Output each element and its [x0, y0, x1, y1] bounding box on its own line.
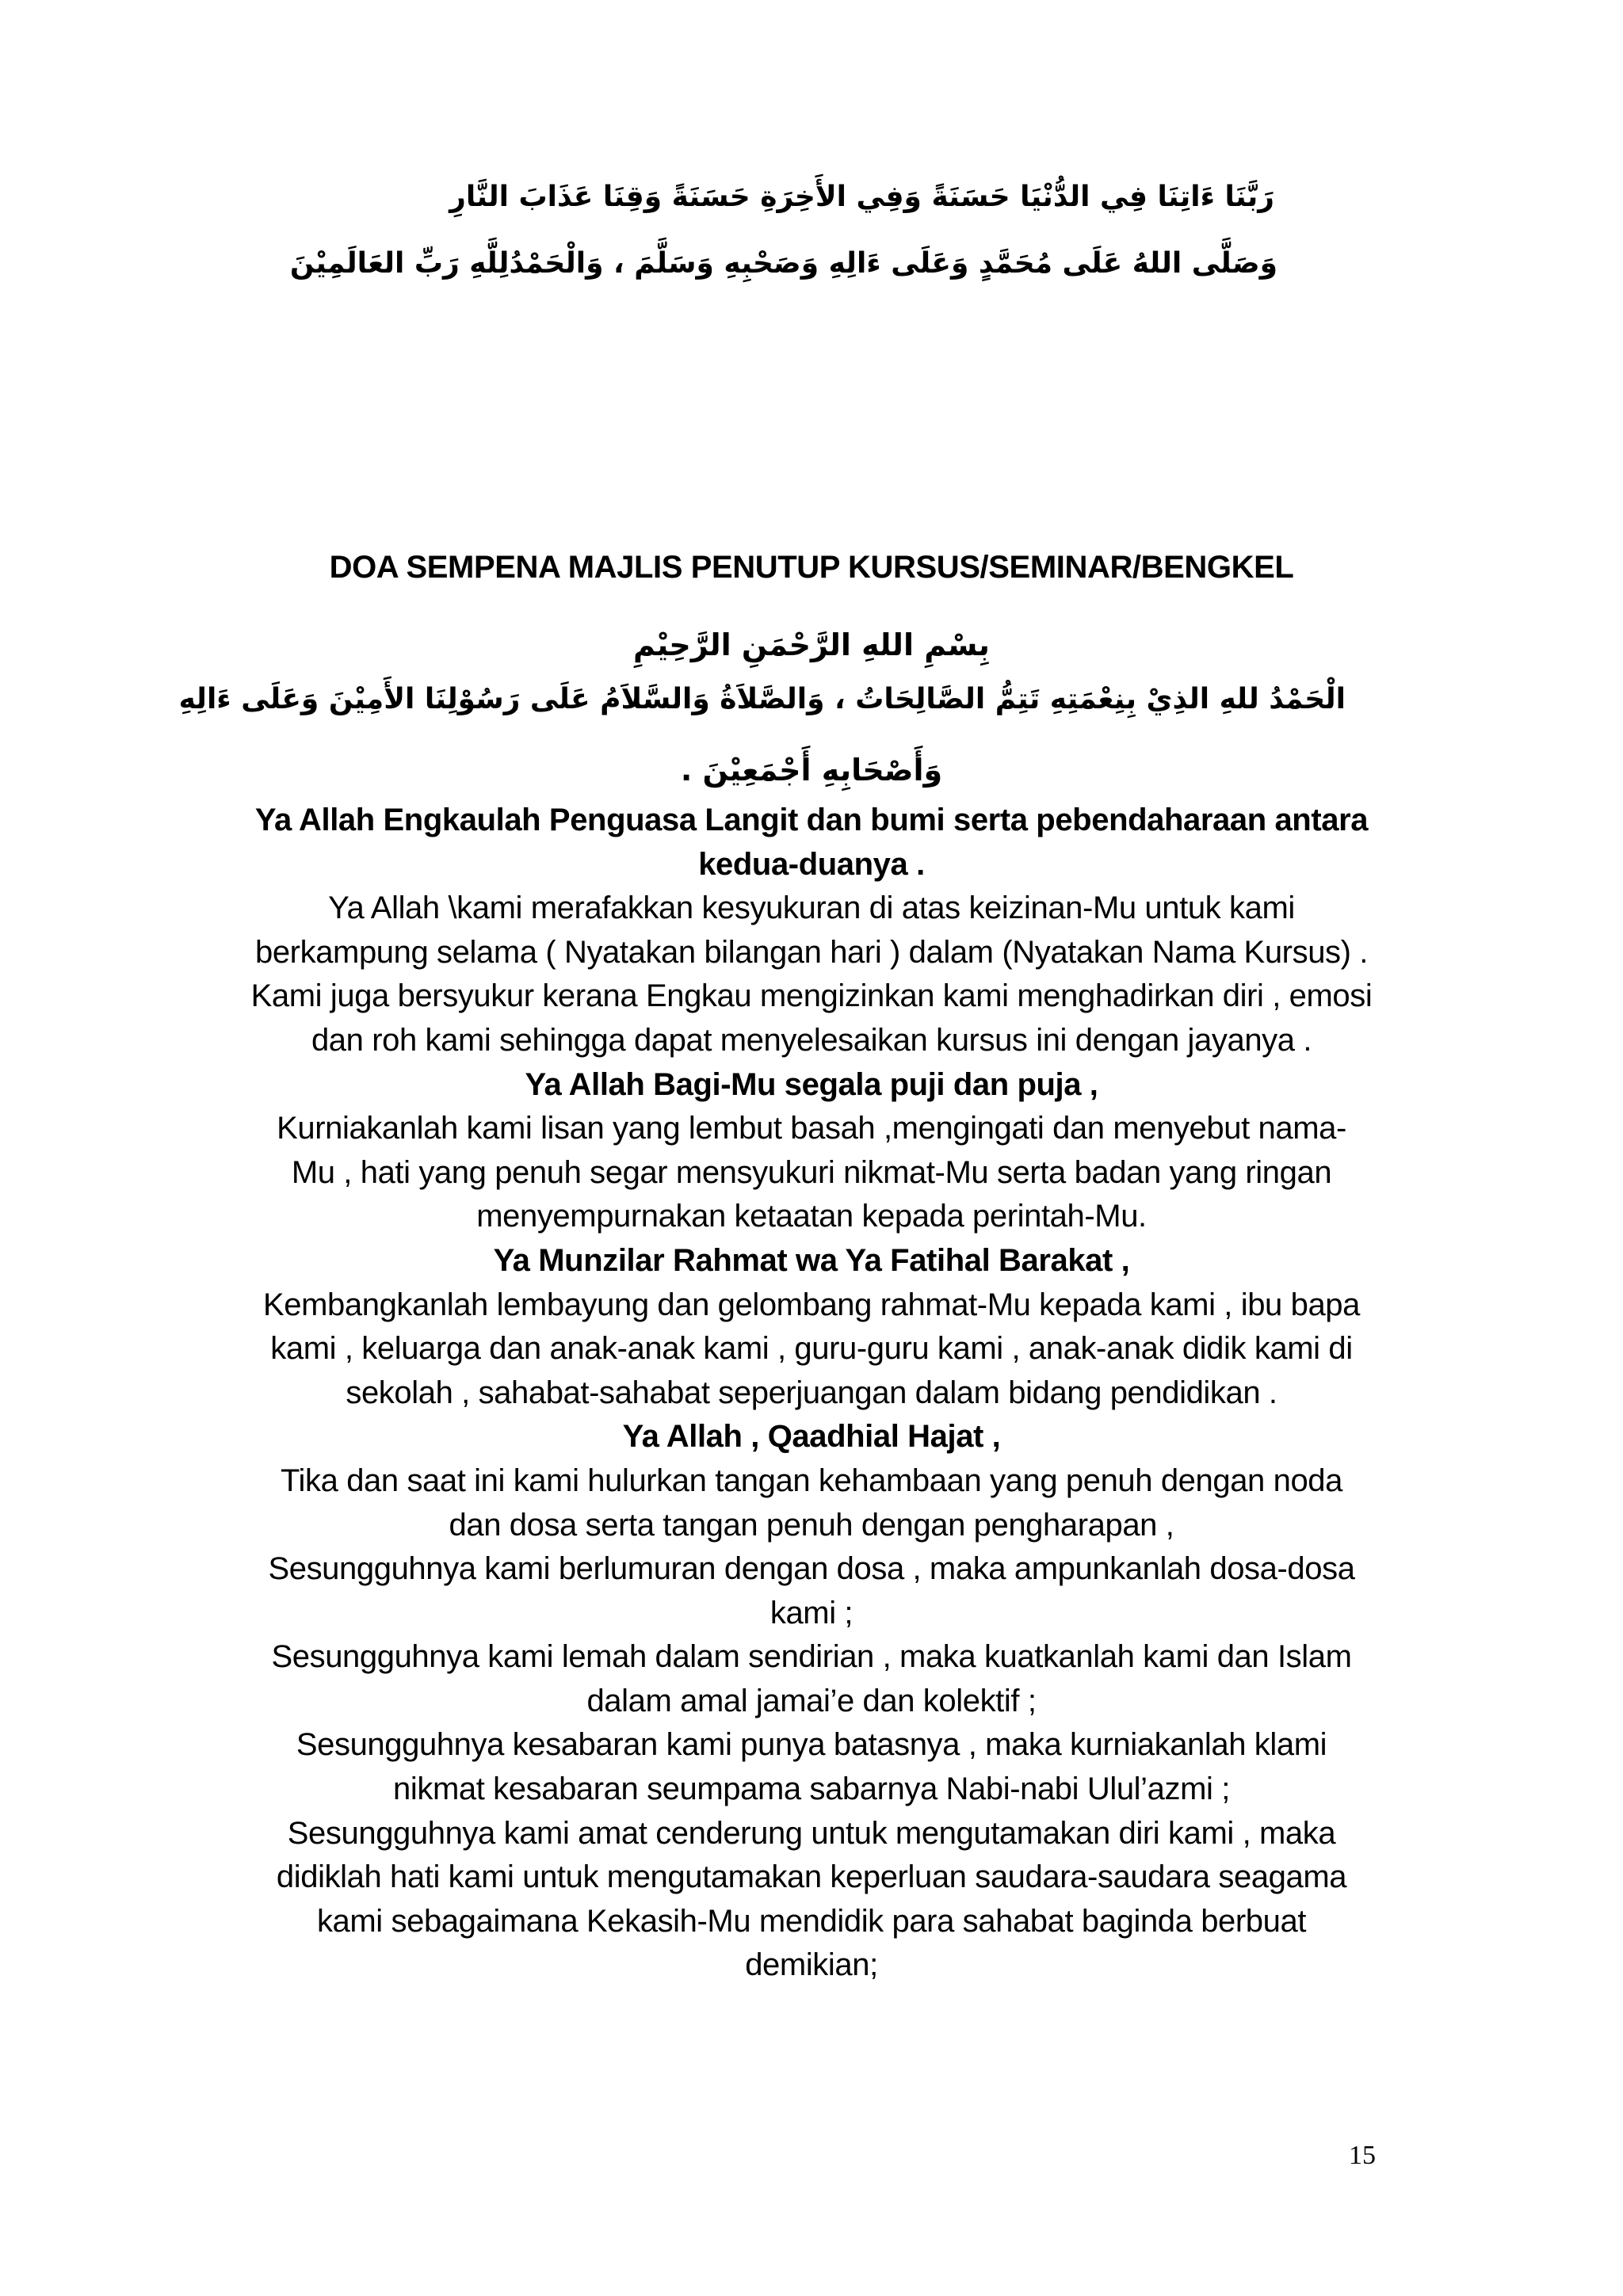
- prayer-line: Sesungguhnya kami lemah dalam sendirian , maka kuatkanlah kami dan Islam: [271, 1639, 1352, 1675]
- prayer-body: [230, 799, 1393, 1988]
- prayer-line: menyempurnakan ketaatan kepada perintah-Mu.: [476, 1199, 1147, 1234]
- prayer-line: Tika dan saat ini kami hulurkan tangan kehambaan yang penuh dengan noda: [281, 1463, 1342, 1498]
- prayer-line: Sesungguhnya kami amat cenderung untuk mengutamakan diri kami , maka: [287, 1815, 1336, 1851]
- prayer-line: berkampung selama ( Nyatakan bilangan hari ) dalam (Nyatakan Nama Kursus) .: [254, 934, 1368, 970]
- prayer-line: Kurniakanlah kami lisan yang lembut basah ,mengingati dan menyebut nama-: [277, 1111, 1346, 1146]
- closing-prayer-line-2: وَصَلَّى اللهُ عَلَى مُحَمَّدٍ وَعَلَى ءَالِهِ وَصَحْبِهِ وَسَلَّمَ ، وَالْحَمْدُلِلَّهِ رَبِّ العَالَمِيْنَ: [289, 247, 1277, 280]
- page-title: DOA SEMPENA MAJLIS PENUTUP KURSUS/SEMINAR/BENGKEL: [329, 550, 1294, 585]
- prayer-line: Ya Allah Engkaulah Penguasa Langit dan bumi serta pebendaharaan antara: [254, 803, 1369, 837]
- prayer-line: dalam amal jamai’e dan kolektif ;: [586, 1683, 1037, 1718]
- prayer-line: dan roh kami sehingga dapat menyelesaikan kursus ini dengan jayanya .: [311, 1022, 1312, 1058]
- prayer-heading: Ya Allah Bagi-Mu segala puji dan puja ,: [525, 1066, 1098, 1102]
- prayer-line: Kembangkanlah lembayung dan gelombang rahmat-Mu kepada kami , ibu bapa: [262, 1287, 1360, 1322]
- opening-praise-line-2: وَأَصْحَابِهِ أَجْمَعِيْنَ .: [680, 753, 943, 788]
- prayer-line: kami sebagaimana Kekasih-Mu mendidik para sahabat baginda berbuat: [316, 1903, 1307, 1939]
- prayer-heading: Ya Allah , Qaadhial Hajat ,: [622, 1419, 1001, 1455]
- prayer-line: kami , keluarga dan anak-anak kami , guru-guru kami , anak-anak didik kami di: [270, 1331, 1353, 1367]
- prayer-line: Mu , hati yang penuh segar mensyukuri nikmat-Mu serta badan yang ringan: [291, 1154, 1332, 1190]
- page-number: 15: [1349, 2141, 1376, 2170]
- prayer-line: sekolah , sahabat-sahabat seperjuangan dalam bidang pendidikan .: [346, 1375, 1277, 1410]
- prayer-line: Sesungguhnya kesabaran kami punya batasnya , maka kurniakanlah klami: [296, 1727, 1327, 1763]
- prayer-line: kami ;: [769, 1595, 854, 1630]
- prayer-line: kedua-duanya .: [698, 846, 925, 882]
- closing-prayer-line-1: رَبَّنَا ءَاتِنَا فِي الدُّنْيَا حَسَنَةً وَفِي الأَخِرَةِ حَسَنَةً وَقِنَا عَذَابَ النَّارِ: [449, 181, 1274, 213]
- opening-praise-line-1: الْحَمْدُ للهِ الذِيْ بِنِعْمَتِهِ تَتِمُّ الصَّالِحَاتُ ، وَالصَّلاَةُ وَالسَّلاَمُ عَلَى رَسُوْلِنَا الأَمِيْنَ وَعَلَى ءَالِهِ: [178, 683, 1346, 715]
- basmala: بِسْمِ اللهِ الرَّحْمَنِ الرَّحِيْمِ: [633, 627, 990, 662]
- prayer-line: Sesungguhnya kami berlumuran dengan dosa , maka ampunkanlah dosa-dosa: [268, 1551, 1355, 1587]
- prayer-line: didiklah hati kami untuk mengutamakan keperluan saudara-saudara seagama: [276, 1859, 1347, 1895]
- prayer-line: Kami juga bersyukur kerana Engkau mengizinkan kami menghadirkan diri , emosi: [250, 978, 1373, 1014]
- prayer-heading: Ya Munzilar Rahmat wa Ya Fatihal Barakat ,: [493, 1242, 1130, 1278]
- prayer-line: Ya Allah \kami merafakkan kesyukuran di atas keizinan-Mu untuk kami: [328, 891, 1295, 926]
- prayer-line: dan dosa serta tangan penuh dengan pengharapan ,: [449, 1507, 1174, 1543]
- prayer-line: demikian;: [745, 1947, 878, 1983]
- prayer-line: nikmat kesabaran seumpama sabarnya Nabi-nabi Ulul’azmi ;: [393, 1772, 1230, 1807]
